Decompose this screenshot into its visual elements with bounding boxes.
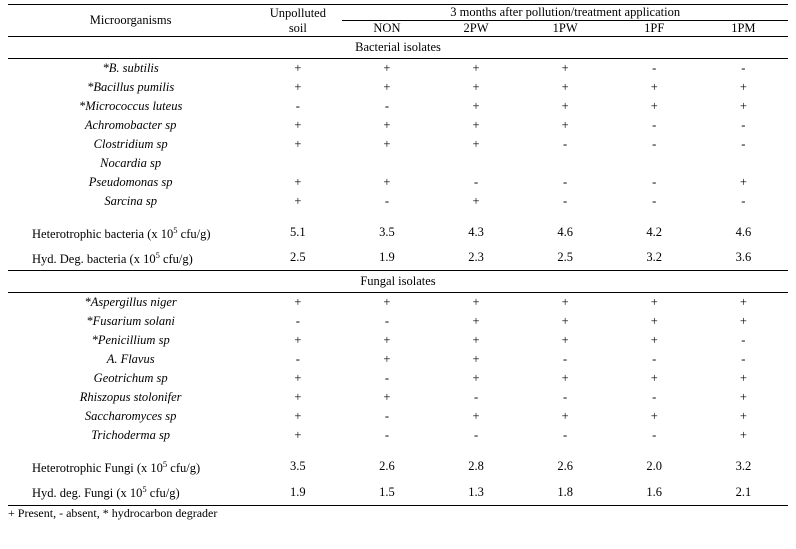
cell-2pw: + (472, 333, 480, 348)
cell-unpolluted: + (294, 137, 302, 151)
cell-1pw: + (561, 333, 569, 348)
table-row (8, 369, 788, 388)
cell-1pf: + (650, 371, 658, 386)
row-label: Nocardia sp (100, 156, 162, 170)
table-row (8, 78, 788, 97)
cell-1pw: 2.6 (557, 459, 573, 474)
cell-1pf: - (652, 390, 657, 405)
footnote-row (8, 505, 788, 521)
row-label: *Aspergillus niger (84, 295, 177, 310)
cell-1pw: + (561, 314, 569, 329)
cell-1pw: + (561, 409, 569, 424)
cell-unpolluted: 3.5 (290, 459, 306, 474)
cell-1pf: 3.2 (646, 250, 663, 265)
cell-1pw: - (563, 137, 568, 151)
cell-2pw: + (472, 352, 480, 367)
cell-unpolluted: + (294, 118, 302, 132)
cell-1pw: + (561, 118, 569, 132)
cell-unpolluted: - (295, 352, 300, 367)
table-footnote: + Present, - absent, * hydrocarbon degrader (8, 505, 218, 520)
section-header-bacterial (8, 37, 788, 59)
cell-1pf: + (650, 333, 658, 348)
cell-unpolluted: + (294, 409, 302, 424)
cell-2pw: + (472, 194, 480, 208)
cell-1pm: - (741, 118, 746, 132)
table-header-row-1 (8, 5, 788, 21)
spacer-row (8, 211, 788, 220)
cell-non: + (383, 295, 391, 310)
microorganism-results-table (8, 4, 788, 521)
cell-1pw: - (563, 194, 568, 208)
cell-1pf: 2.0 (646, 459, 663, 474)
cell-1pm: + (739, 428, 747, 443)
cell-unpolluted: 5.1 (290, 225, 306, 240)
table-row (8, 388, 788, 407)
row-label: Geotrichum sp (93, 371, 168, 386)
cell-unpolluted: + (294, 428, 302, 443)
cell-non: + (383, 80, 391, 94)
cell-1pm: + (739, 314, 747, 329)
cell-1pm: + (739, 99, 747, 113)
cell-1pw: - (563, 352, 568, 367)
cell-2pw: + (472, 99, 480, 113)
cell-1pm (699, 154, 788, 173)
table-row (8, 135, 788, 154)
cell-1pm: + (739, 295, 747, 310)
header-microorganisms: Microorganisms (8, 5, 253, 37)
header-treatment-non: NON (342, 21, 431, 37)
cell-non: - (384, 99, 390, 113)
table-row (8, 154, 788, 173)
cell-2pw: 2.8 (468, 459, 484, 474)
header-treatment-2pw: 2PW (431, 21, 520, 37)
spacer-row (8, 445, 788, 454)
cell-non: + (383, 390, 391, 405)
cell-unpolluted: 2.5 (290, 250, 306, 265)
cell-2pw: + (472, 295, 480, 310)
cell-1pm: - (741, 61, 746, 75)
cell-1pw: + (561, 99, 569, 113)
cell-non: - (384, 314, 390, 329)
cell-non: - (384, 194, 390, 208)
header-treatment-1pf: 1PF (610, 21, 699, 37)
cell-1pf: 4.2 (646, 225, 663, 240)
row-label: *Bacillus pumilis (87, 80, 175, 94)
cell-1pw: 2.5 (557, 250, 573, 265)
table-row (8, 331, 788, 350)
header-treatment-group: 3 months after pollution/treatment application (342, 5, 788, 21)
cell-unpolluted: + (294, 194, 302, 208)
cell-non: 1.9 (379, 250, 395, 265)
header-unpolluted-soil (253, 5, 342, 37)
cell-2pw: + (472, 409, 480, 424)
table-row (8, 116, 788, 135)
row-label: *Fusarium solani (86, 314, 175, 329)
table-row (8, 426, 788, 445)
table-row (8, 192, 788, 211)
row-label: Clostridium sp (93, 137, 168, 151)
row-label: Sarcina sp (104, 194, 157, 208)
cell-non: + (383, 333, 391, 348)
cell-unpolluted: + (294, 295, 302, 310)
cell-non: - (384, 371, 390, 386)
cell-1pw: - (563, 428, 568, 443)
cell-1pf: 1.6 (610, 479, 699, 505)
cell-2pw: + (472, 118, 480, 132)
cell-2pw: 2.3 (468, 250, 484, 265)
cell-2pw: 1.3 (431, 479, 520, 505)
cell-1pf: - (652, 137, 657, 151)
cell-1pw: + (561, 295, 569, 310)
cell-1pm: - (741, 137, 746, 151)
header-unpolluted-line2: soil (288, 20, 307, 35)
cell-non: + (383, 118, 391, 132)
section-title-bacterial: Bacterial isolates (8, 37, 788, 59)
cell-non: + (383, 61, 391, 75)
cell-2pw: + (472, 371, 480, 386)
cell-unpolluted: - (295, 314, 300, 329)
table-row (8, 293, 788, 313)
cell-1pw: + (561, 371, 569, 386)
cell-unpolluted: 1.9 (253, 479, 342, 505)
cell-unpolluted: + (294, 175, 302, 189)
cell-1pf: + (650, 409, 658, 424)
cell-unpolluted: + (294, 390, 302, 405)
cell-1pm: + (739, 80, 747, 94)
cell-non: 1.5 (342, 479, 431, 505)
cell-1pm: - (741, 194, 746, 208)
cell-1pf: + (650, 314, 658, 329)
row-label: *Penicillium sp (91, 333, 170, 348)
cell-1pm: - (741, 333, 746, 348)
cell-2pw: + (472, 137, 480, 151)
cell-unpolluted: + (294, 80, 302, 94)
row-label: Saccharomyces sp (84, 409, 177, 424)
table-row (8, 173, 788, 192)
cell-1pm: 3.6 (735, 250, 752, 265)
cell-1pw: + (561, 80, 569, 94)
cell-unpolluted (253, 154, 342, 173)
cell-1pf: - (652, 352, 657, 367)
cell-1pm: 2.1 (699, 479, 788, 505)
row-label: Achromobacter sp (84, 118, 177, 132)
cell-2pw: + (472, 80, 480, 94)
cell-1pf (610, 154, 699, 173)
cell-non: + (383, 137, 391, 151)
cell-non (342, 154, 431, 173)
cell-non: 3.5 (379, 225, 395, 240)
cell-1pm: + (739, 390, 747, 405)
cell-1pf: + (650, 80, 658, 94)
cell-unpolluted: + (294, 61, 302, 75)
section-header-fungal (8, 271, 788, 293)
header-treatment-1pw: 1PW (521, 21, 610, 37)
cell-2pw: + (472, 314, 480, 329)
cell-1pf: - (652, 428, 657, 443)
section-title-fungal: Fungal isolates (8, 271, 788, 293)
row-label: Pseudomonas sp (88, 175, 173, 189)
cell-unpolluted: - (295, 99, 300, 113)
cell-non: - (384, 409, 390, 424)
cell-1pm: 4.6 (735, 225, 752, 240)
row-label: Heterotrophic bacteria (x $10^5$ cfu/g) (32, 225, 211, 242)
cell-1pw: - (563, 390, 568, 405)
cell-2pw: - (473, 175, 479, 189)
cell-1pm: - (741, 352, 746, 367)
cell-1pw: - (563, 175, 568, 189)
row-label: Rhiszopus stolonifer (79, 390, 182, 405)
cell-unpolluted: + (294, 333, 302, 348)
cell-1pm: + (739, 175, 747, 189)
cell-1pw: 1.8 (521, 479, 610, 505)
count-row-hyd-deg-fungi (8, 479, 788, 505)
cell-2pw: 4.3 (468, 225, 484, 240)
cell-non: 2.6 (379, 459, 395, 474)
cell-1pm: + (739, 409, 747, 424)
table-row (8, 97, 788, 116)
cell-unpolluted: + (294, 371, 302, 386)
row-label: Hyd. deg. Fungi (x $10^5$ cfu/g) (8, 479, 253, 505)
row-label: *B. subtilis (102, 61, 159, 75)
cell-1pw: + (561, 61, 569, 75)
count-row-hyd-deg-bacteria (8, 245, 788, 271)
cell-2pw: - (473, 390, 479, 405)
table-row (8, 312, 788, 331)
row-label: A. Flavus (106, 352, 155, 367)
cell-non: + (383, 175, 391, 189)
cell-2pw: - (473, 428, 479, 443)
table-row (8, 350, 788, 369)
cell-1pf: - (652, 61, 657, 75)
cell-1pm: + (739, 371, 747, 386)
count-row-heterotrophic-bacteria (8, 220, 788, 245)
table-row (8, 59, 788, 79)
table-row (8, 407, 788, 426)
count-row-heterotrophic-fungi (8, 454, 788, 479)
header-unpolluted-line1: Unpolluted (269, 6, 326, 21)
cell-1pf: - (652, 175, 657, 189)
header-treatment-1pm: 1PM (699, 21, 788, 37)
cell-1pf: - (652, 194, 657, 208)
cell-1pm: 3.2 (735, 459, 752, 474)
cell-1pf: + (650, 99, 658, 113)
cell-non: - (384, 428, 390, 443)
row-label: Trichoderma sp (91, 428, 171, 443)
row-label: Hyd. Deg. bacteria (x $10^5$ cfu/g) (32, 250, 193, 267)
cell-2pw (431, 154, 520, 173)
cell-1pf: + (650, 295, 658, 310)
row-label: Heterotrophic Fungi (x $10^5$ cfu/g) (32, 459, 201, 476)
cell-1pf: - (652, 118, 657, 132)
cell-non: + (383, 352, 391, 367)
cell-1pw: 4.6 (557, 225, 573, 240)
cell-2pw: + (472, 61, 480, 75)
row-label: *Micrococcus luteus (78, 99, 183, 113)
cell-1pw (521, 154, 610, 173)
